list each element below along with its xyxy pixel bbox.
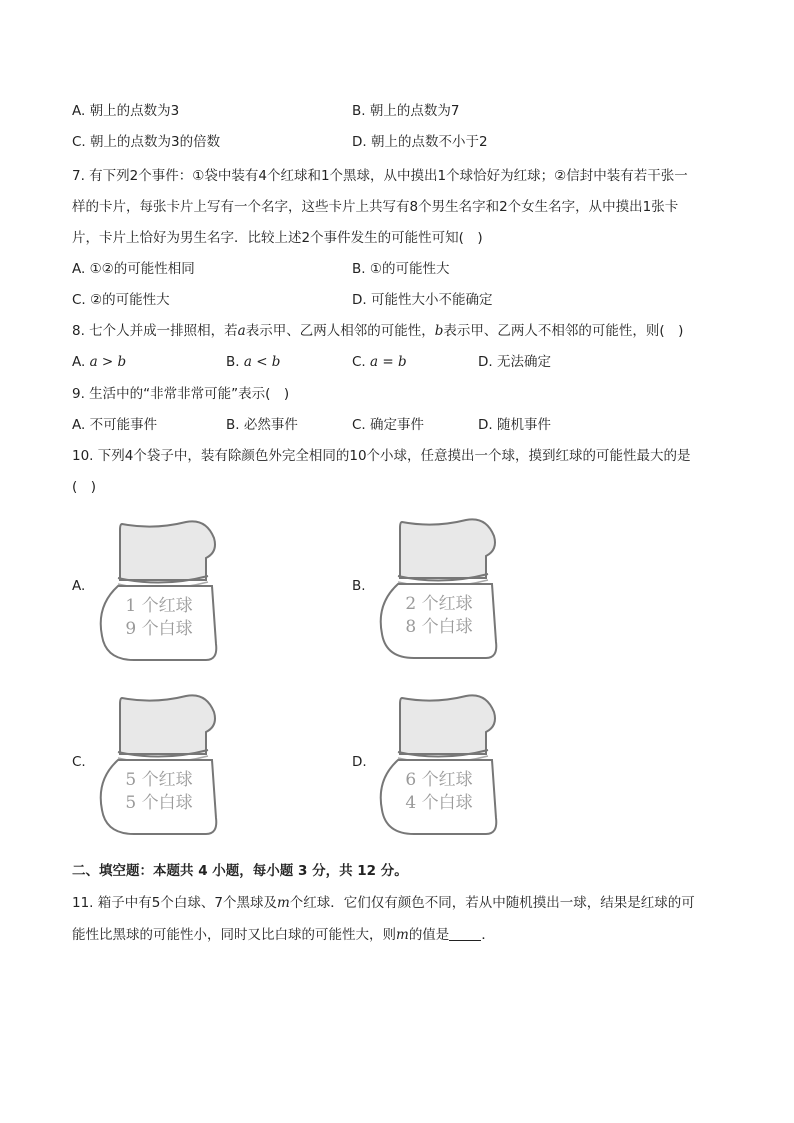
section-fill-in-title: 二、填空题：本题共 4 小题，每小题 3 分，共 12 分。 — [72, 863, 408, 879]
bag-d-red-count: 6 个红球 — [405, 770, 473, 790]
q10-bag-d — [374, 690, 504, 850]
q8-stem-pre: 8. 七个人并成一排照相，若 — [72, 323, 238, 339]
q6-option-b: B. 朝上的点数为7 — [352, 103, 460, 119]
q8-option-c — [352, 352, 407, 372]
q7-option-b: B. ①的可能性大 — [352, 261, 450, 277]
q11-line1-post: 个红球．它们仅有颜色不同，若从中随机摸出一球，结果是红球的可 — [289, 895, 695, 911]
q7-stem-line3: 片，卡片上恰好为男生名字．比较上述2个事件发生的可能性可知( ) — [72, 230, 483, 246]
q10-option-c-label: C. — [72, 754, 86, 770]
q11-line2-pre: 能性比黑球的可能性小，同时又比白球的可能性大，则 — [72, 927, 396, 943]
q8-option-b-prefix: B. — [226, 354, 244, 370]
q8-stem-mid: 表示甲、乙两人相邻的可能性， — [245, 323, 435, 339]
q8-option-a-prefix: A. — [72, 354, 90, 370]
q9-option-d: D. 随机事件 — [478, 417, 551, 433]
q9-option-b: B. 必然事件 — [226, 417, 298, 433]
bag-d-white-count: 4 个白球 — [405, 793, 473, 813]
q8-option-a-math: a > b — [89, 354, 127, 370]
q7-stem-line1: 7. 有下列2个事件：①袋中装有4个红球和1个黑球，从中摸出1个球恰好为红球；②信封中装有若干张一 — [72, 168, 688, 184]
q11-line2-end: ． — [481, 927, 495, 943]
q11-var-m: m — [276, 895, 290, 911]
bag-c-white-count: 5 个白球 — [125, 793, 193, 813]
q7-stem-line2: 样的卡片，每张卡片上写有一个名字，这些卡片上共写有8个男生名字和2个女生名字，从中摸出1张卡 — [72, 199, 679, 215]
q8-option-a — [72, 352, 126, 372]
q8-option-b — [226, 352, 280, 372]
q11-line2-var-m: m — [396, 927, 409, 943]
bag-a-red-count: 1 个红球 — [125, 596, 193, 616]
q8-var-b: b — [434, 323, 444, 339]
q6-option-c: C. 朝上的点数为3的倍数 — [72, 134, 221, 150]
bag-b-red-count: 2 个红球 — [405, 594, 473, 614]
q10-stem-line1: 10. 下列4个袋子中，装有除颜色外完全相同的10个小球，任意摸出一个球，摸到红球的可能性最大的是 — [72, 448, 691, 464]
q6-option-d: D. 朝上的点数不小于2 — [352, 134, 488, 150]
bag-b-white-count: 8 个白球 — [405, 617, 473, 637]
q8-stem-post: 表示甲、乙两人不相邻的可能性，则( ) — [443, 323, 684, 339]
q10-bag-a — [94, 516, 224, 676]
q10-option-d-label: D. — [352, 754, 367, 770]
q10-option-b-label: B. — [352, 578, 366, 594]
q11-stem-line1 — [72, 893, 695, 913]
q8-option-b-math: a < b — [243, 354, 281, 370]
q8-option-c-prefix: C. — [352, 354, 371, 370]
q8-var-a: a — [237, 323, 246, 339]
q9-stem: 9. 生活中的“非常非常可能”表示( ) — [72, 386, 290, 402]
q11-answer-blank[interactable] — [449, 926, 481, 941]
q7-option-d: D. 可能性大小不能确定 — [352, 292, 493, 308]
q8-option-c-math: a = b — [370, 354, 407, 370]
q7-option-c: C. ②的可能性大 — [72, 292, 170, 308]
q11-line2-post: 的值是 — [408, 927, 450, 943]
q10-bag-c — [94, 690, 224, 850]
q8-stem — [72, 321, 683, 341]
q8-option-d: D. 无法确定 — [478, 354, 551, 370]
q11-stem-line2 — [72, 925, 495, 945]
q10-stem-line2: ( ) — [72, 479, 97, 495]
q7-option-a: A. ①②的可能性相同 — [72, 261, 195, 277]
q9-option-c: C. 确定事件 — [352, 417, 425, 433]
q10-option-a-label: A. — [72, 578, 86, 594]
bag-a-white-count: 9 个白球 — [125, 619, 193, 639]
bag-c-red-count: 5 个红球 — [125, 770, 193, 790]
q10-bag-b — [374, 514, 504, 674]
q6-option-a: A. 朝上的点数为3 — [72, 103, 180, 119]
q11-line1-pre: 11. 箱子中有5个白球、7个黑球及 — [72, 895, 277, 911]
q9-option-a: A. 不可能事件 — [72, 417, 158, 433]
